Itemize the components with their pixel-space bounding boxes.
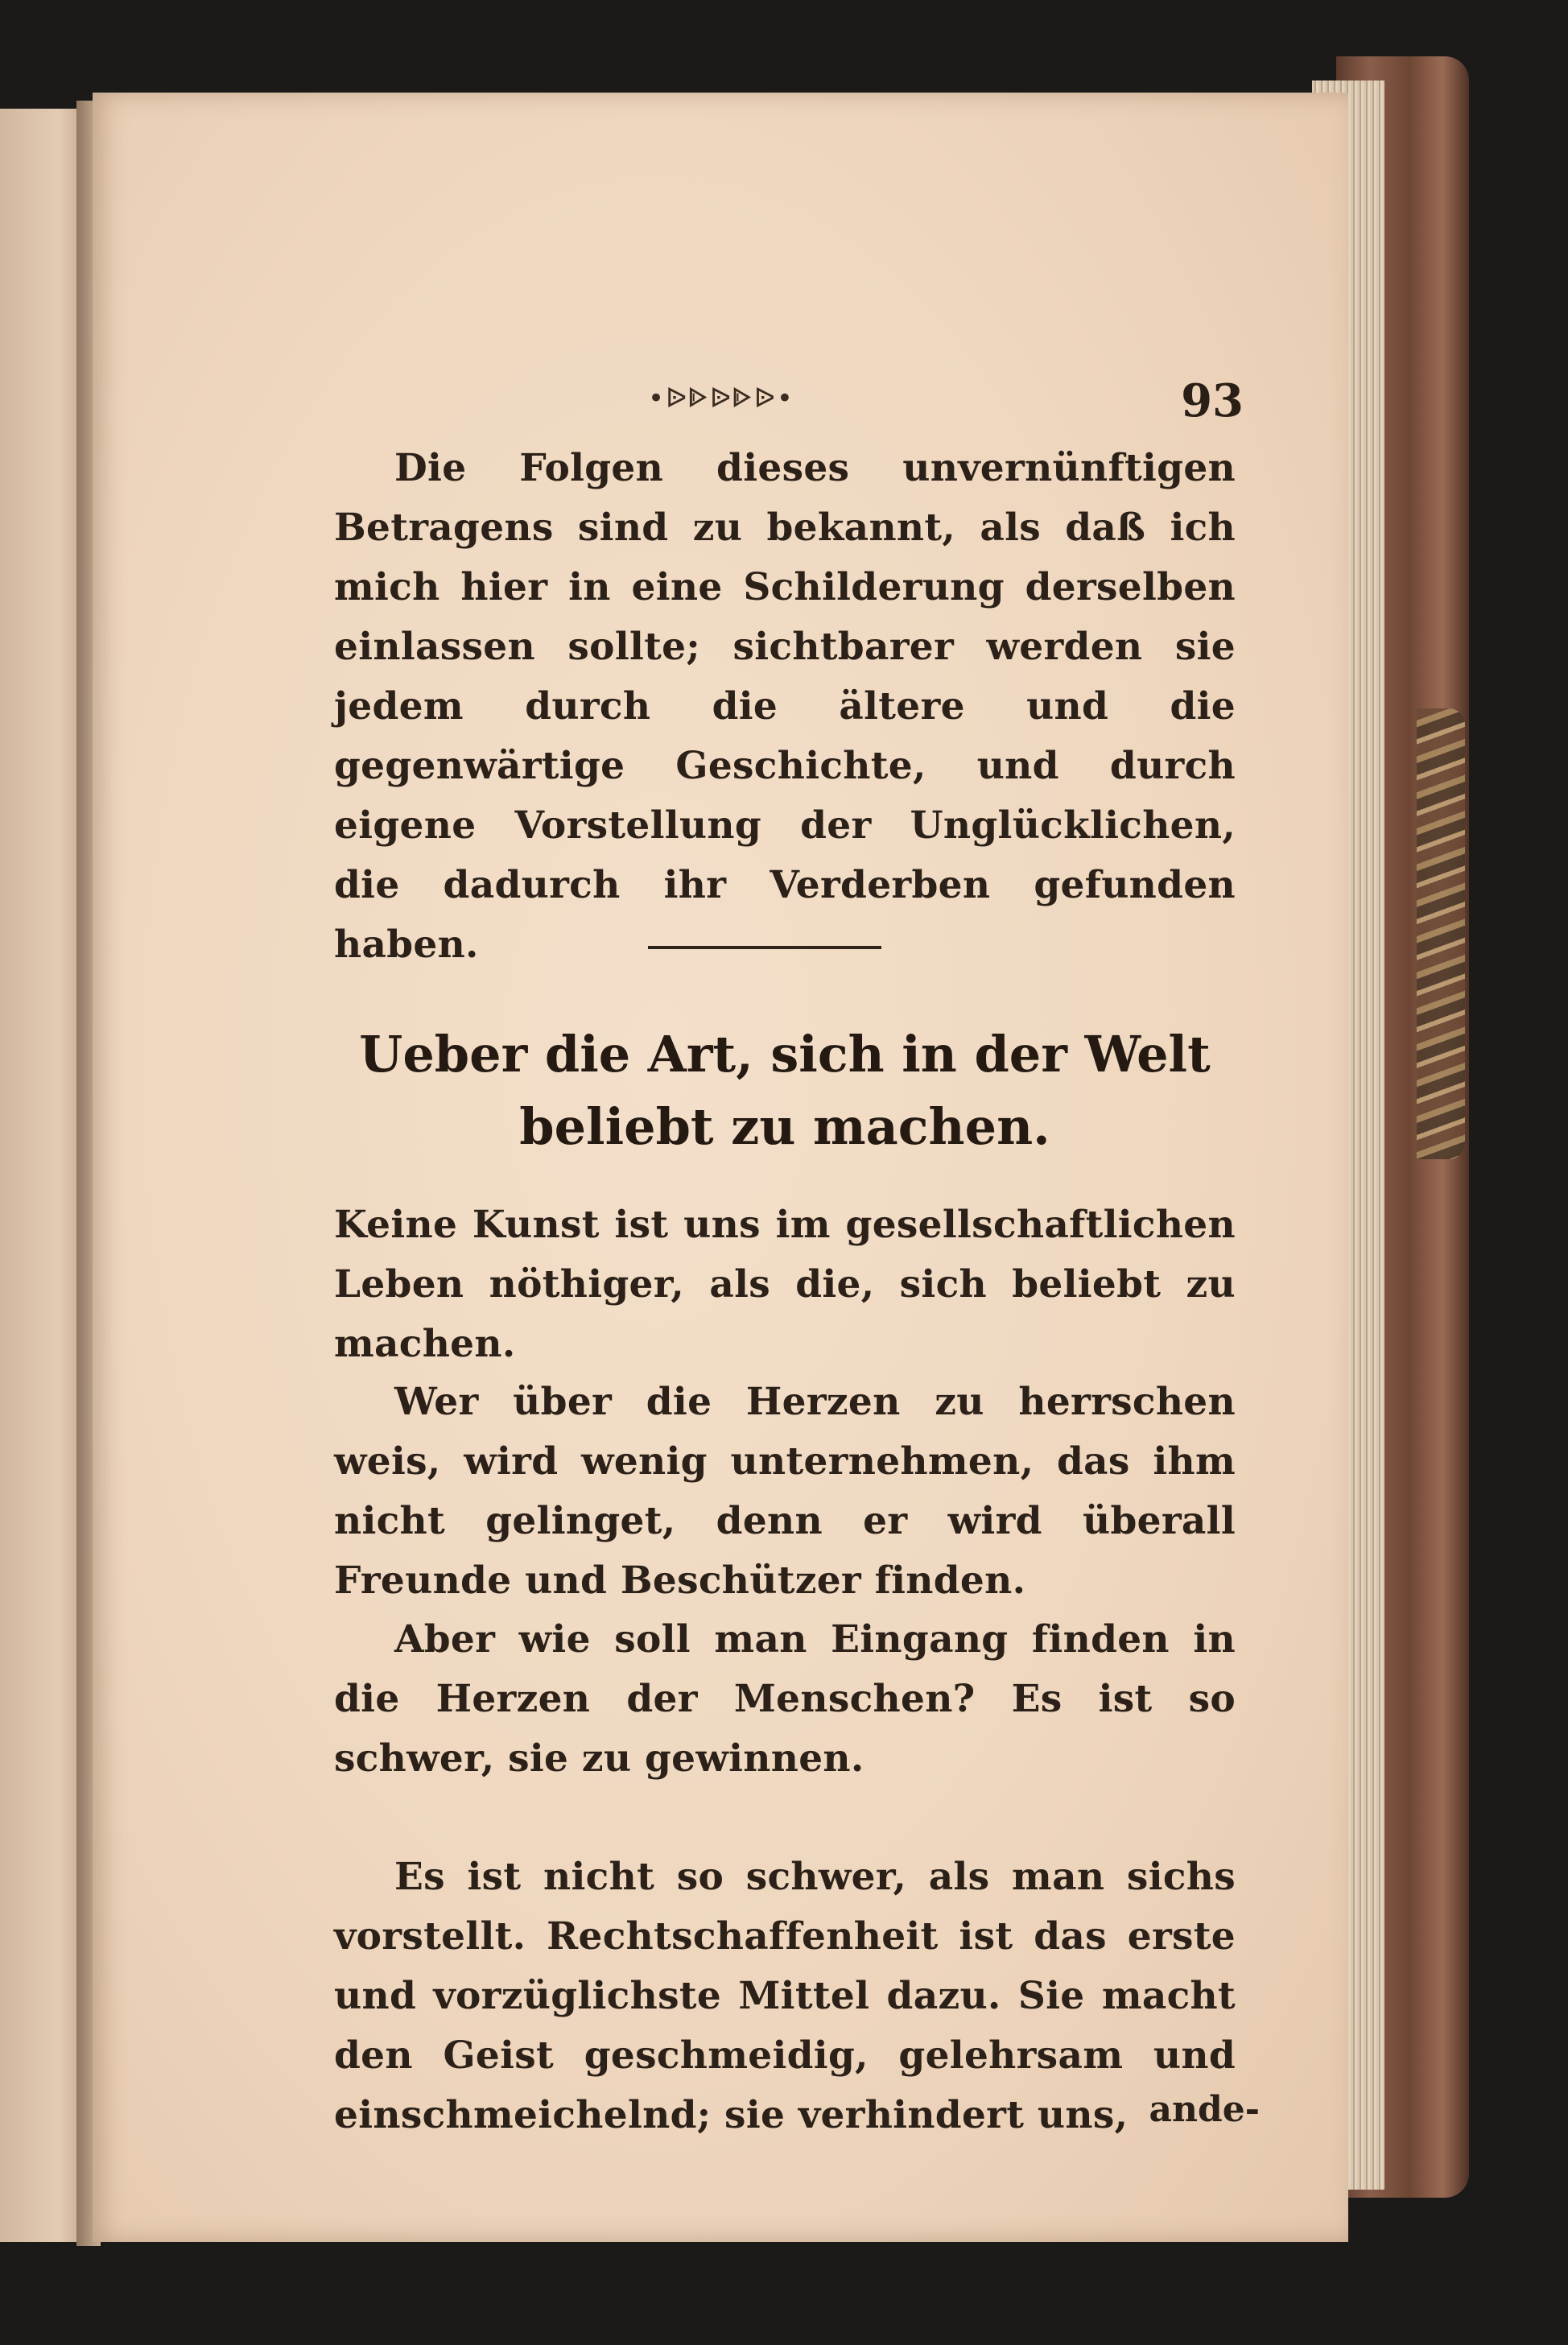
section-heading: Ueber die Art, sich in der Welt beliebt zu machen. [359,1025,1211,1156]
right-page [93,93,1348,2242]
marbled-edge [1417,708,1465,1159]
left-page [0,109,85,2242]
page-number: 93 [1181,374,1244,427]
page-header [334,366,1244,439]
header-ornament: •ᐉᐈᐉᐈᐉ• [648,382,794,415]
catchword: ande- [1149,2089,1260,2130]
section-rule [648,946,881,949]
paragraph-1: Die Folgen dieses unvernünftigen Betragens sind zu bekannt, als daß ich mich hier in eine Schilderung derselben einlassen sollte; sichtbarer werden sie jedem durch die ältere und die gegenwärtige Geschichte, und durch eigene Vorstellung der Unglücklichen, die dadurch ihr Verderben gefunden haben. [334,446,1236,967]
paragraph-3: Wer über die Herzen zu herrschen weis, wird wenig unternehmen, das ihm nicht gelinget, denn er wird überall Freunde und Beschützer finden. [334,1380,1236,1603]
paragraph-4: Aber wie soll man Eingang finden in die Herzen der Menschen? Es ist so schwer, sie zu gewinnen. [334,1617,1236,1781]
text-block [334,366,1260,2137]
paragraph-2: Keine Kunst ist uns im gesellschaftlichen Leben nöthiger, als die, sich beliebt zu machen. [334,1203,1236,1366]
paragraph-5: Es ist nicht so schwer, als man sichs vorstellt. Rechtschaffenheit ist das erste und vorzüglichste Mittel dazu. Sie macht den Geist geschmeidig, gelehrsam und einschmeichelnd; sie verhindert uns, [334,1855,1236,2137]
